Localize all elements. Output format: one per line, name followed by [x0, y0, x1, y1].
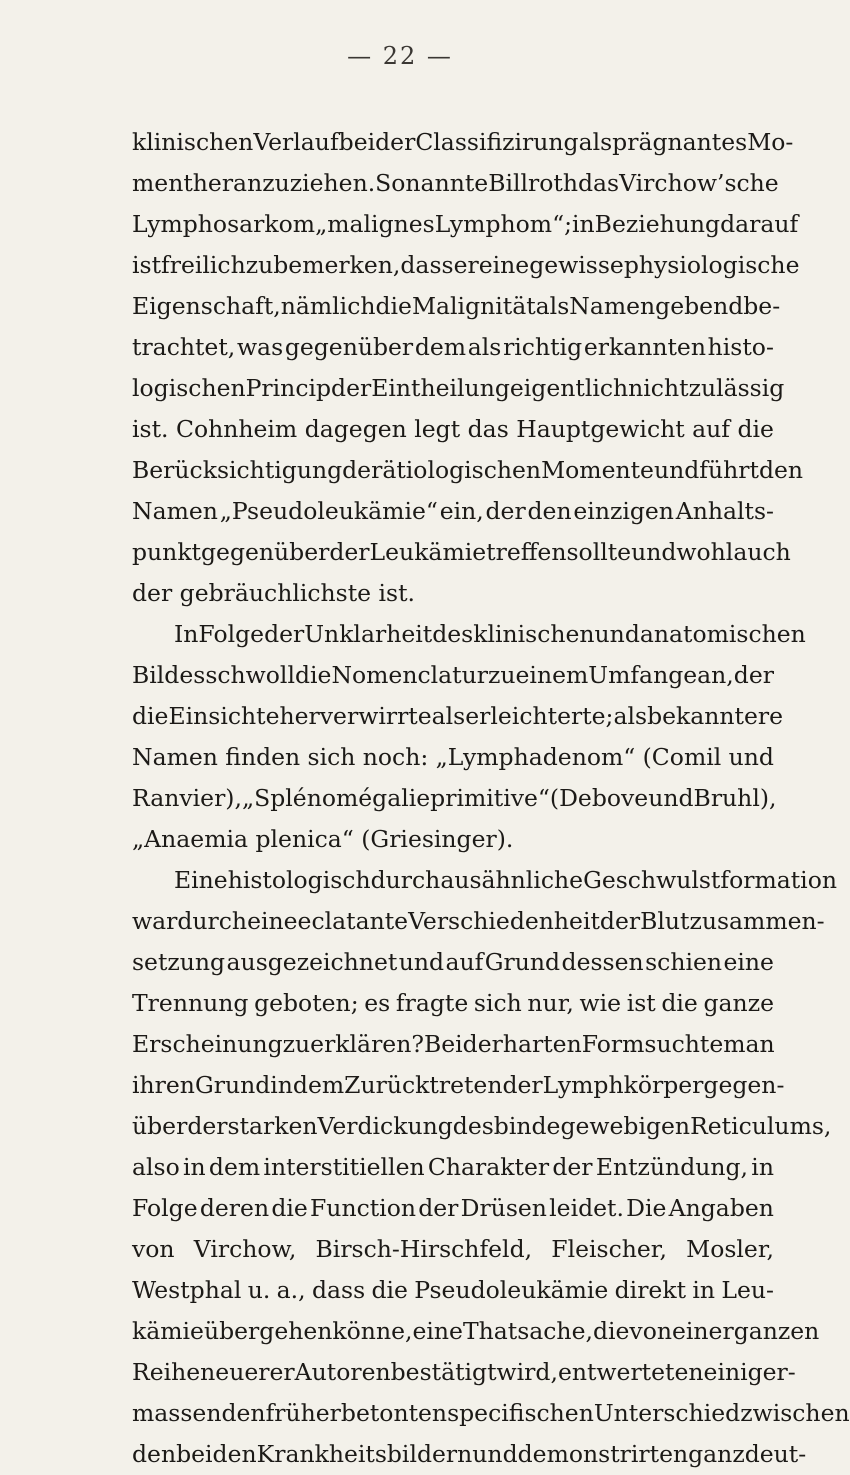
text-line: logischen Princip der Eintheilung eigentlich nicht zulässig [132, 374, 785, 402]
text-body [132, 122, 850, 1475]
text-line: trachtet, was gegenüber dem als richtig erkannten histo- [132, 333, 774, 361]
text-line: von Virchow, Birsch-Hirschfeld, Fleischer, Mosler, [132, 1235, 774, 1263]
text-line: Bildes schwoll die Nomenclatur zu einem Umfange an, der [132, 661, 774, 689]
text-line: also in dem interstitiellen Charakter der Entzündung, in [132, 1153, 774, 1181]
text-line: Namen finden sich noch: „Lymphadenom“ (Comil und [132, 743, 774, 771]
text-line: über der starken Verdickung des bindegewebigen Reticulums, [132, 1112, 832, 1140]
text-line: der gebräuchlichste ist. [132, 579, 416, 607]
text-line: Folge deren die Function der Drüsen leidet. Die Angaben [132, 1194, 774, 1222]
text-line: die Einsicht eher verwirrte als erleichterte; als bekanntere [132, 702, 784, 730]
text-line: Eigenschaft, nämlich die Malignität als Namen gebend be- [132, 292, 781, 320]
text-line: Eine histologisch durchaus ähnliche Geschwulstformation [174, 866, 837, 894]
text-line: „Anaemia plenica“ (Griesinger). [132, 825, 514, 853]
text-line: setzung ausgezeichnet und auf Grund dessen schien eine [132, 948, 774, 976]
text-line: Erscheinung zu erklären? Bei der harten Form suchte man [132, 1030, 775, 1058]
text-line: Berücksichtigung der ätiologischen Momente und führt den [132, 456, 804, 484]
text-line: Reihe neuerer Autoren bestätigt wird, entwerteten einiger- [132, 1358, 796, 1386]
text-line: ment heranzuziehen. So nannte Billroth das Virchow’sche [132, 169, 779, 197]
text-line: war durch eine eclatante Verschiedenheit der Blutzusammen- [132, 907, 825, 935]
text-line: ist freilich zu bemerken, dass er eine gewisse physiologische [132, 251, 800, 279]
page-number: — 22 — [347, 42, 453, 70]
text-line: Ranvier), „Splénomégalie primitive“ (Debove und Bruhl), [132, 784, 777, 812]
text-line: Lymphosarkom „malignes Lymphom“; in Beziehung darauf [132, 210, 799, 238]
text-line: ihren Grund in dem Zurücktreten der Lymphkörper gegen- [132, 1071, 785, 1099]
text-line: Westphal u. a., dass die Pseudoleukämie direkt in Leu- [132, 1276, 774, 1304]
text-line: kämie übergehen könne, eine Thatsache, die von einer ganzen [132, 1317, 820, 1345]
text-line: punkt gegenüber der Leukämie treffen sollte und wohl auch [132, 538, 791, 566]
text-line: Namen „Pseudoleukämie“ ein, der den einzigen Anhalts- [132, 497, 774, 525]
text-line: In Folge der Unklarheit des klinischen und anatomischen [174, 620, 806, 648]
text-line: den beiden Krankheitsbildern und demonstrirten ganz deut- [132, 1440, 807, 1468]
text-line: massen den früher betonten specifischen Unterschied zwischen [132, 1399, 850, 1427]
text-line: Trennung geboten; es fragte sich nur, wie ist die ganze [132, 989, 774, 1017]
text-line: ist. Cohnheim dagegen legt das Hauptgewicht auf die [132, 415, 774, 443]
text-line: klinischen Verlauf bei der Classifizirung als prägnantes Mo- [132, 128, 794, 156]
